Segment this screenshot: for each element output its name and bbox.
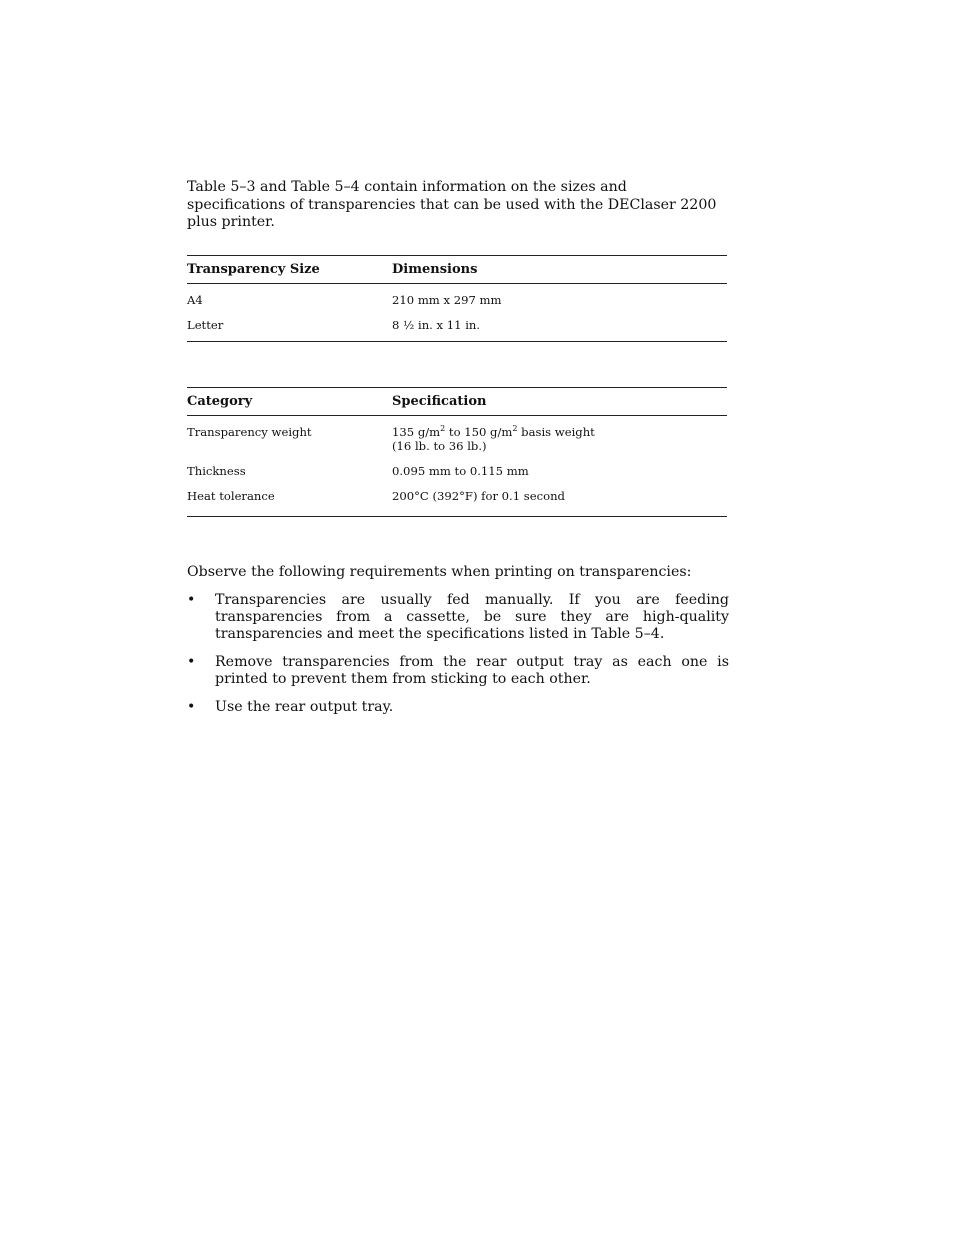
- cell-size: A4: [187, 293, 203, 307]
- requirements-intro: Observe the following requirements when printing on transparencies:: [187, 564, 692, 580]
- superscript: 2: [512, 424, 518, 433]
- superscript: 2: [440, 424, 446, 433]
- bullet-icon: •: [187, 654, 196, 670]
- list-item-text: Transparencies are usually fed manually. If you are feeding transparencies from a cassette, be sure they are high-quality transparencies and meet the specifications listed in Table 5–4.: [215, 592, 729, 642]
- header-transparency-size: Transparency Size: [187, 262, 320, 277]
- cell-category: Transparency weight: [187, 425, 312, 439]
- table-row: [187, 318, 727, 332]
- bullet-icon: •: [187, 699, 196, 715]
- cell-specification: 200°C (392°F) for 0.1 second: [392, 489, 565, 503]
- spec-text: to 150 g/m: [445, 425, 513, 439]
- cell-dimensions: 8 ½ in. x 11 in.: [392, 318, 481, 332]
- table-row: [187, 489, 727, 506]
- table-row: [187, 425, 727, 464]
- list-item: [187, 654, 729, 688]
- transparency-size-table: [187, 255, 727, 342]
- cell-size: Letter: [187, 318, 224, 332]
- list-item: [187, 699, 729, 716]
- table-row: [187, 293, 727, 318]
- spec-text: 135 g/m: [392, 425, 441, 439]
- spec-text: basis weight: [517, 425, 595, 439]
- header-specification: Specification: [392, 394, 487, 409]
- list-item-text: Remove transparencies from the rear output tray as each one is printed to prevent them from sticking to each other.: [215, 654, 729, 687]
- requirements-list: [187, 592, 729, 727]
- header-category: Category: [187, 394, 253, 409]
- list-item: [187, 592, 729, 643]
- intro-paragraph: Table 5–3 and Table 5–4 contain information on the sizes and specifications of transparencies that can be used with the DEClaser 2200 plus printer.: [187, 179, 717, 230]
- list-item-text: Use the rear output tray.: [215, 699, 394, 715]
- table-header: [187, 388, 727, 416]
- cell-category: Thickness: [187, 464, 246, 478]
- header-dimensions: Dimensions: [392, 262, 478, 277]
- bullet-icon: •: [187, 592, 196, 608]
- cell-category: Heat tolerance: [187, 489, 275, 503]
- cell-dimensions: 210 mm x 297 mm: [392, 293, 502, 307]
- cell-specification: 0.095 mm to 0.115 mm: [392, 464, 529, 478]
- table-header: [187, 256, 727, 284]
- table-row: [187, 464, 727, 489]
- spec-text-line2: (16 lb. to 36 lb.): [392, 439, 487, 453]
- transparency-spec-table: [187, 387, 727, 517]
- cell-specification: [392, 425, 727, 464]
